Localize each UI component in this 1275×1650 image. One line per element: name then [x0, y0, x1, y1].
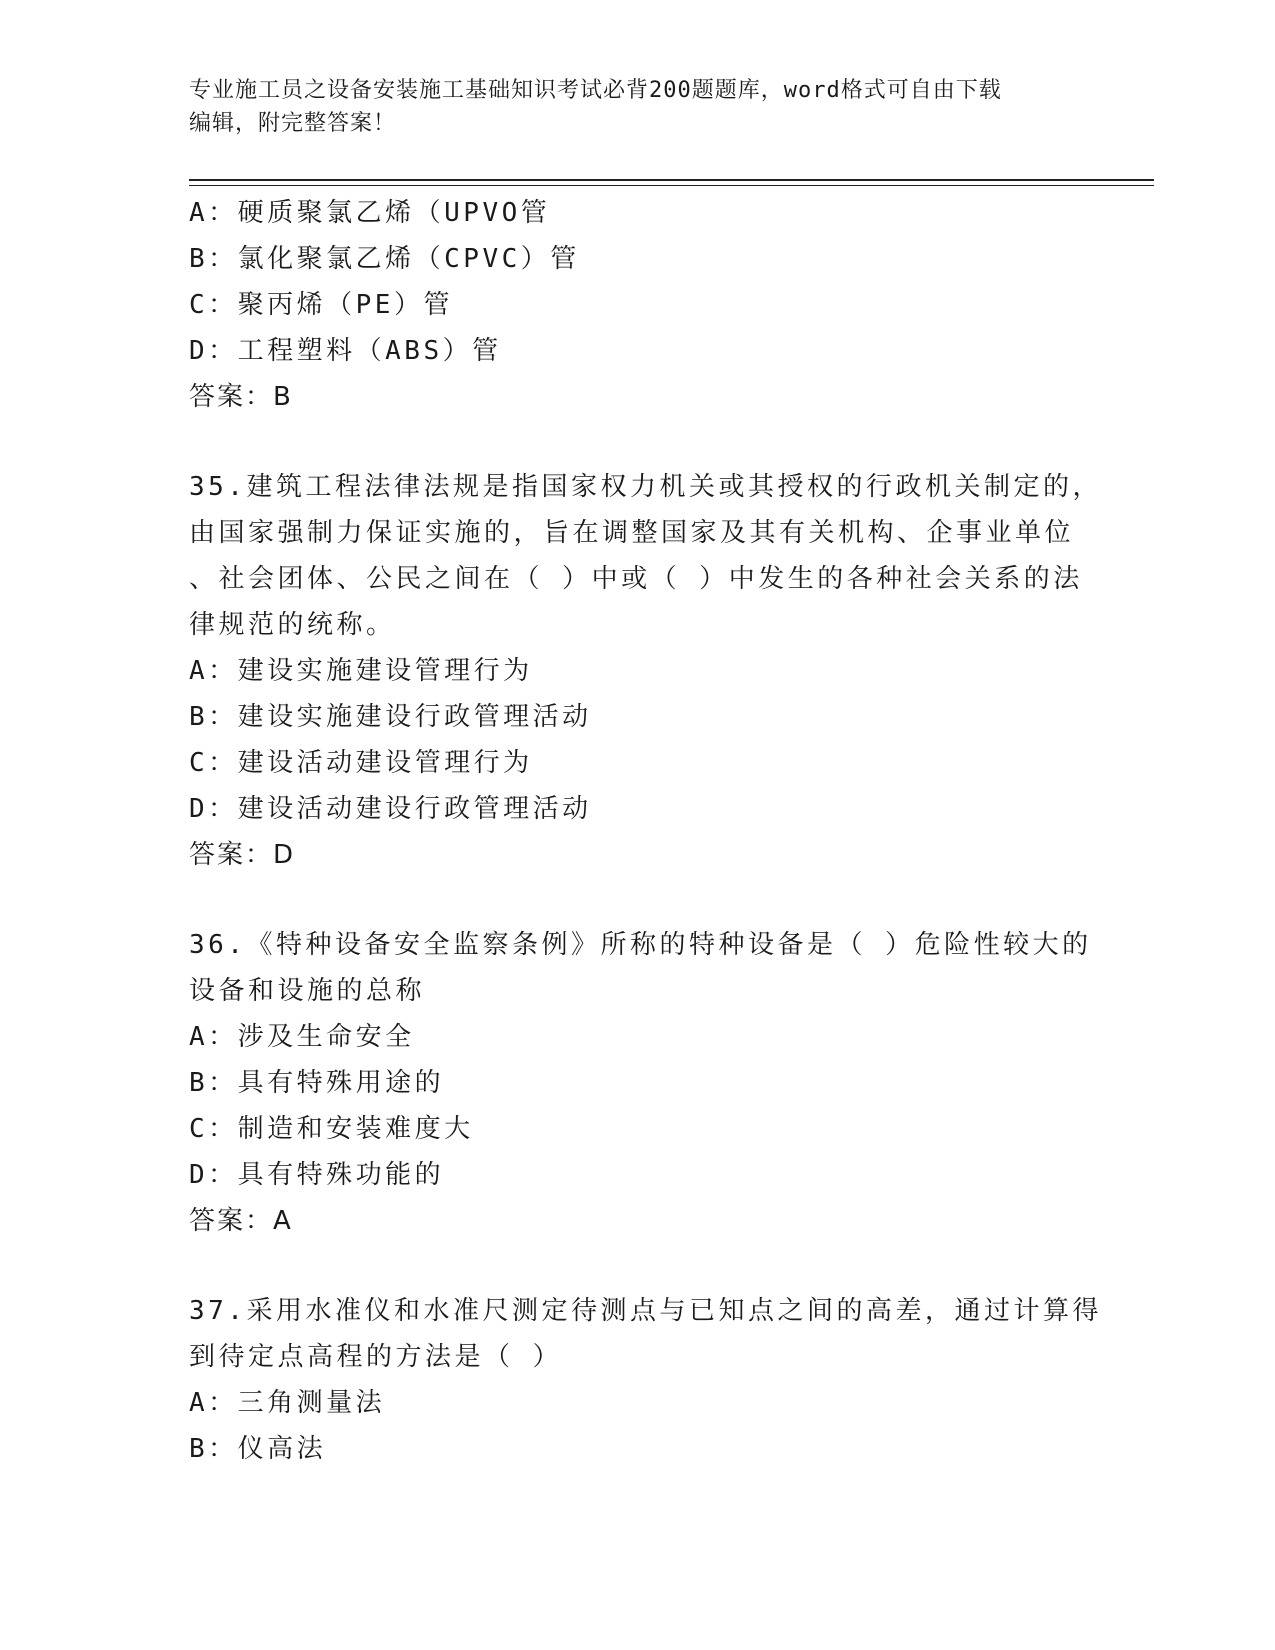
- answer-line: 答案：A: [189, 1206, 293, 1236]
- question-36: [189, 922, 1092, 1244]
- option-b: B：仪高法: [189, 1434, 327, 1464]
- header-line-1: 专业施工员之设备安装施工基础知识考试必背200题题库，word格式可自由下载: [189, 78, 1002, 103]
- option-a: A：建设实施建设管理行为: [189, 656, 533, 686]
- question-stem-line: 由国家强制力保证实施的，旨在调整国家及其有关机构、企事业单位: [189, 518, 1075, 548]
- option-b: B：建设实施建设行政管理活动: [189, 702, 592, 732]
- question-35: [189, 464, 1102, 878]
- header-rule-thin: [189, 185, 1154, 186]
- document-body: [189, 190, 1102, 1472]
- header-rule-thick: [189, 179, 1154, 181]
- question-stem-line: 设备和设施的总称: [189, 976, 426, 1006]
- question-stem-line: 律规范的统称。: [189, 610, 396, 640]
- option-c: C：制造和安装难度大: [189, 1114, 474, 1144]
- option-d: D：工程塑料（ABS）管: [189, 336, 502, 366]
- option-c: C：建设活动建设管理行为: [189, 748, 533, 778]
- question-stem-line: 37.采用水准仪和水准尺测定待测点与已知点之间的高差，通过计算得: [189, 1296, 1102, 1326]
- option-a: A：三角测量法: [189, 1388, 386, 1418]
- option-a: A：硬质聚氯乙烯（UPVO管: [189, 198, 551, 228]
- spacer: [189, 420, 1089, 464]
- option-b: B：具有特殊用途的: [189, 1068, 445, 1098]
- option-a: A：涉及生命安全: [189, 1022, 415, 1052]
- option-d: D：具有特殊功能的: [189, 1160, 445, 1190]
- option-c: C：聚丙烯（PE）管: [189, 290, 453, 320]
- question-34: [189, 190, 1089, 420]
- option-b: B：氯化聚氯乙烯（CPVC）管: [189, 244, 580, 274]
- spacer: [189, 878, 1089, 922]
- spacer: [189, 1244, 1089, 1288]
- header-line-2: 编辑，附完整答案！: [189, 111, 397, 136]
- question-stem-line: 35.建筑工程法律法规是指国家权力机关或其授权的行政机关制定的，: [189, 472, 1102, 502]
- question-stem-line: 36.《特种设备安全监察条例》所称的特种设备是（ ）危险性较大的: [189, 930, 1092, 960]
- question-stem-line: 到待定点高程的方法是（ ）: [189, 1342, 563, 1372]
- option-d: D：建设活动建设行政管理活动: [189, 794, 592, 824]
- question-37: [189, 1288, 1102, 1472]
- document-header: [189, 74, 1089, 140]
- answer-line: 答案：D: [189, 840, 296, 870]
- answer-line: 答案：B: [189, 382, 293, 412]
- question-stem-line: 、社会团体、公民之间在（ ）中或（ ）中发生的各种社会关系的法: [189, 564, 1083, 594]
